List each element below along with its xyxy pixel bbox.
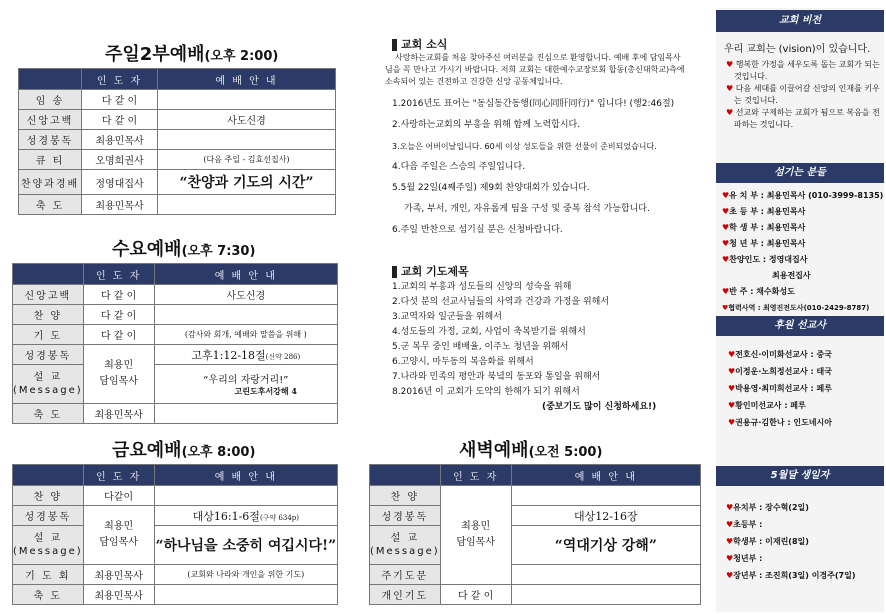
list-item: ♥유 치 부 : 최용민목사 (010-3999-8135) bbox=[722, 191, 884, 200]
heart-icon: ♥ bbox=[726, 60, 736, 69]
list-item: 1.교회의 부흥과 성도들의 신앙의 성숙을 위해 bbox=[392, 282, 572, 292]
table-row: 성경봉독 최용민 담임목사 고후1:12-18절(신약 286) bbox=[13, 345, 338, 365]
heart-icon: ♥ bbox=[722, 239, 730, 248]
list-item: ♥ 선교와 구제하는 교회가 됨으로 복음을 전파하는 것입니다. bbox=[726, 108, 880, 129]
birthdays-list bbox=[726, 499, 856, 584]
table-row: 축 도 최용민목사 bbox=[19, 195, 336, 215]
heart-icon: ♥ bbox=[722, 223, 730, 232]
list-item: ♥협력사역 : 최영진전도사(010-2429-8787) bbox=[722, 304, 870, 312]
list-item: 7.나라와 민족의 평안과 북녘의 동포와 통일을 위해서 bbox=[392, 372, 601, 382]
heart-icon: ♥ bbox=[726, 571, 734, 580]
heart-icon: ♥ bbox=[728, 350, 736, 359]
table-row: 찬 양 다 같 이 bbox=[13, 305, 338, 325]
list-item: ♥유치부 : 장수혁(2일) bbox=[726, 503, 809, 512]
heart-icon: ♥ bbox=[722, 207, 730, 216]
list-item: 가족, 부서, 개인, 자유롭게 팀을 구성 및 중복 참석 가능합니다. bbox=[404, 204, 650, 214]
list-item: 4.성도들의 가정, 교회, 사업이 축복받기를 위해서 bbox=[392, 327, 586, 337]
heart-icon: ♥ bbox=[726, 84, 736, 93]
vision-block bbox=[724, 42, 882, 131]
table-row: 성경봉독 최용민 담임목사 대상16:1-6절(구약 634p) bbox=[13, 506, 338, 526]
table-row: 축 도 최용민목사 bbox=[13, 585, 338, 605]
heart-icon: ♥ bbox=[726, 503, 734, 512]
heart-icon: ♥ bbox=[726, 520, 734, 529]
servants-heading: 섬기는 분들 bbox=[716, 163, 884, 183]
table-row: 축 도 최용민목사 bbox=[13, 404, 338, 424]
list-item: ♥학 생 부 : 최용민목사 bbox=[722, 223, 806, 232]
list-item: 8.2016년 이 교회가 도약의 한해가 되기 위해서 bbox=[392, 387, 580, 397]
list-item: 4.다음 주일은 스승의 주일입니다. bbox=[392, 162, 526, 172]
list-item: ♥청년부 : bbox=[726, 554, 763, 563]
news-heading: 교회 소식 bbox=[392, 36, 447, 52]
news-intro: 사랑하는교회를 처음 찾아주신 여러분을 진심으로 환영합니다. 예배 후에 담임목사님을 꼭 만나고 가시기 바랍니다. 저희 교회는 대한예수교장로회 합동(총신대학교)측에 소속되어 있는 건전하고 건강한 신앙 공동체입니다. bbox=[385, 53, 685, 86]
list-item: 5.5월 22일(4째주일) 제9회 찬양대회가 있습니다. bbox=[392, 183, 590, 193]
prayer-list bbox=[392, 281, 702, 414]
list-item: ♥찬양인도 : 정영대집사 bbox=[722, 255, 808, 264]
list-item: ♥박용영·최미희선교사 : 페루 bbox=[728, 384, 832, 393]
missionaries-heading: 후원 선교사 bbox=[716, 316, 884, 336]
list-item: 2.사랑하는교회의 부흥을 위해 함께 노력합시다. bbox=[392, 120, 581, 130]
list-item: 1.2016년도 표어는 "동심동간동행(同心同肝同行)" 입니다! (행2:46절) bbox=[392, 99, 675, 109]
list-item: 6.주일 반찬으로 섬기실 분은 신청바랍니다. bbox=[392, 225, 563, 235]
table-row: 설 교 (Message) “하나님을 소중히 여깁시다!” bbox=[13, 526, 338, 565]
table-row: 찬 양 다같이 bbox=[13, 486, 338, 506]
table-row: 개인기도 다 같 이 bbox=[370, 585, 701, 605]
heart-icon: ♥ bbox=[722, 287, 730, 296]
birthdays-heading: 5월달 생일자 bbox=[716, 466, 884, 486]
heart-icon: ♥ bbox=[728, 401, 736, 410]
table-row: 기 도 회 최용민목사 (교회와 나라와 개인을 위한 기도) bbox=[13, 565, 338, 585]
prayer-footer: (중보기도 많이 신청하세요!) bbox=[542, 402, 657, 412]
list-item: ♥전호신·이미화선교사 : 중국 bbox=[728, 350, 832, 359]
list-item: ♥권용규·김한나 : 인도네시아 bbox=[728, 418, 832, 427]
sunday-service-title: 주일2부예배(오후 2:00) bbox=[105, 44, 279, 65]
list-item: 최용전집사 bbox=[772, 271, 811, 280]
table-row: 설 교 (Message) “우리의 자랑거리!” 고린도후서강해 4 bbox=[13, 365, 338, 404]
friday-service-table: 인 도 자 예 배 안 내 찬 양 다같이 성경봉독 최용민 담임목사 대상16:1-6절(구약 634p) 설 교 (Message) “하나님을 소중히 여깁시다!” 기 도 회 최용민목사 (교회와 나라와 개인을 위한 기도) 축 도 최용민목사 bbox=[12, 464, 338, 605]
sunday-service-table: 인 도 자 예 배 안 내 임 송 다 같 이 신앙고백 다 같 이 사도신경 성경봉독 최용민목사 큐 티 오명희권사 (다음 주일 - 김효선집사) 찬양과경배 정영대집사 “찬양과 기도의 시간” 축 도 최용민목사 bbox=[18, 68, 336, 215]
dawn-service-title: 새벽예배(오전 5:00) bbox=[459, 440, 603, 461]
heart-icon: ♥ bbox=[726, 537, 734, 546]
list-item: ♥초등부 : bbox=[726, 520, 763, 529]
table-row: 큐 티 오명희권사 (다음 주일 - 김효선집사) bbox=[19, 150, 336, 170]
heart-icon: ♥ bbox=[728, 418, 736, 427]
dawn-service-table: 인 도 자 예 배 안 내 찬 양 최용민 담임목사 성경봉독 대상12-16장 설 교 (Message) “역대기상 강해” 주기도문 개인기도 다 같 이 bbox=[369, 464, 701, 605]
list-item: 6.고양시, 마두동의 복음화를 위해서 bbox=[392, 357, 534, 367]
table-row: 성경봉독 대상12-16장 bbox=[370, 506, 701, 526]
table-row: 신앙고백 다 같 이 사도신경 bbox=[13, 285, 338, 305]
table-row: 주기도문 bbox=[370, 565, 701, 585]
list-item: 5.군 복무 중인 배배율, 이주노 청년을 위해서 bbox=[392, 342, 569, 352]
vision-title: 우리 교회는 (vision)이 있습니다. bbox=[724, 44, 871, 55]
list-item: ♥ 다음 세대를 이끌어갈 신앙의 인재를 키우는 것입니다. bbox=[726, 84, 880, 105]
table-row: 임 송 다 같 이 bbox=[19, 90, 336, 110]
list-item: ♥장년부 : 조진희(3일) 이경주(7일) bbox=[726, 571, 856, 580]
friday-service-title: 금요예배(오후 8:00) bbox=[112, 440, 256, 461]
wednesday-service-table: 인 도 자 예 배 안 내 신앙고백 다 같 이 사도신경 찬 양 다 같 이 기 도 다 같 이 (감사와 회개, 예배와 말씀을 위해 ) 성경봉독 최용민 담임목사 고후1:12-18절(신약 286) 설 교 (Message) “우리의 자랑거리!” 고린도후서강해 4 축 도 최용민목사 bbox=[12, 263, 338, 424]
list-item: 3.오늘은 어버이날입니다. 60세 이상 성도들을 위한 선물이 준비되었습니다. bbox=[392, 142, 657, 151]
list-item: ♥청 년 부 : 최용민목사 bbox=[722, 239, 806, 248]
table-row: 성경봉독 최용민목사 bbox=[19, 130, 336, 150]
heart-icon: ♥ bbox=[726, 554, 734, 563]
list-item: ♥이정운·노희정선교사 : 태국 bbox=[728, 367, 832, 376]
missionaries-list bbox=[728, 346, 832, 431]
list-item: ♥ 행복한 가정을 세우도록 돕는 교회가 되는 것입니다. bbox=[726, 60, 880, 81]
prayer-heading: 교회 기도제목 bbox=[392, 263, 469, 279]
news-list bbox=[392, 98, 702, 245]
servants-list bbox=[722, 188, 883, 316]
list-item: ♥반 주 : 채수화성도 bbox=[722, 287, 795, 296]
table-row: 신앙고백 다 같 이 사도신경 bbox=[19, 110, 336, 130]
heart-icon: ♥ bbox=[726, 108, 736, 117]
vision-heading: 교회 비전 bbox=[716, 10, 884, 32]
heart-icon: ♥ bbox=[728, 367, 736, 376]
wednesday-service-title: 수요예배(오후 7:30) bbox=[112, 239, 256, 260]
heart-icon: ♥ bbox=[722, 304, 729, 312]
list-item: 2.다섯 분의 선교사님들의 사역과 건강과 가정을 위해서 bbox=[392, 297, 610, 307]
list-item: ♥초 등 부 : 최용민목사 bbox=[722, 207, 806, 216]
table-row: 설 교 (Message) “역대기상 강해” bbox=[370, 526, 701, 565]
heart-icon: ♥ bbox=[722, 255, 730, 264]
table-row: 찬양과경배 정영대집사 “찬양과 기도의 시간” bbox=[19, 170, 336, 195]
list-item: 3.교역자와 일군들을 위해서 bbox=[392, 312, 502, 322]
list-item: ♥학생부 : 이재린(8일) bbox=[726, 537, 809, 546]
list-item: ♥황인미선교사 : 페루 bbox=[728, 401, 806, 410]
table-row: 찬 양 최용민 담임목사 bbox=[370, 486, 701, 506]
heart-icon: ♥ bbox=[722, 191, 730, 200]
heart-icon: ♥ bbox=[728, 384, 736, 393]
table-row: 기 도 다 같 이 (감사와 회개, 예배와 말씀을 위해 ) bbox=[13, 325, 338, 345]
